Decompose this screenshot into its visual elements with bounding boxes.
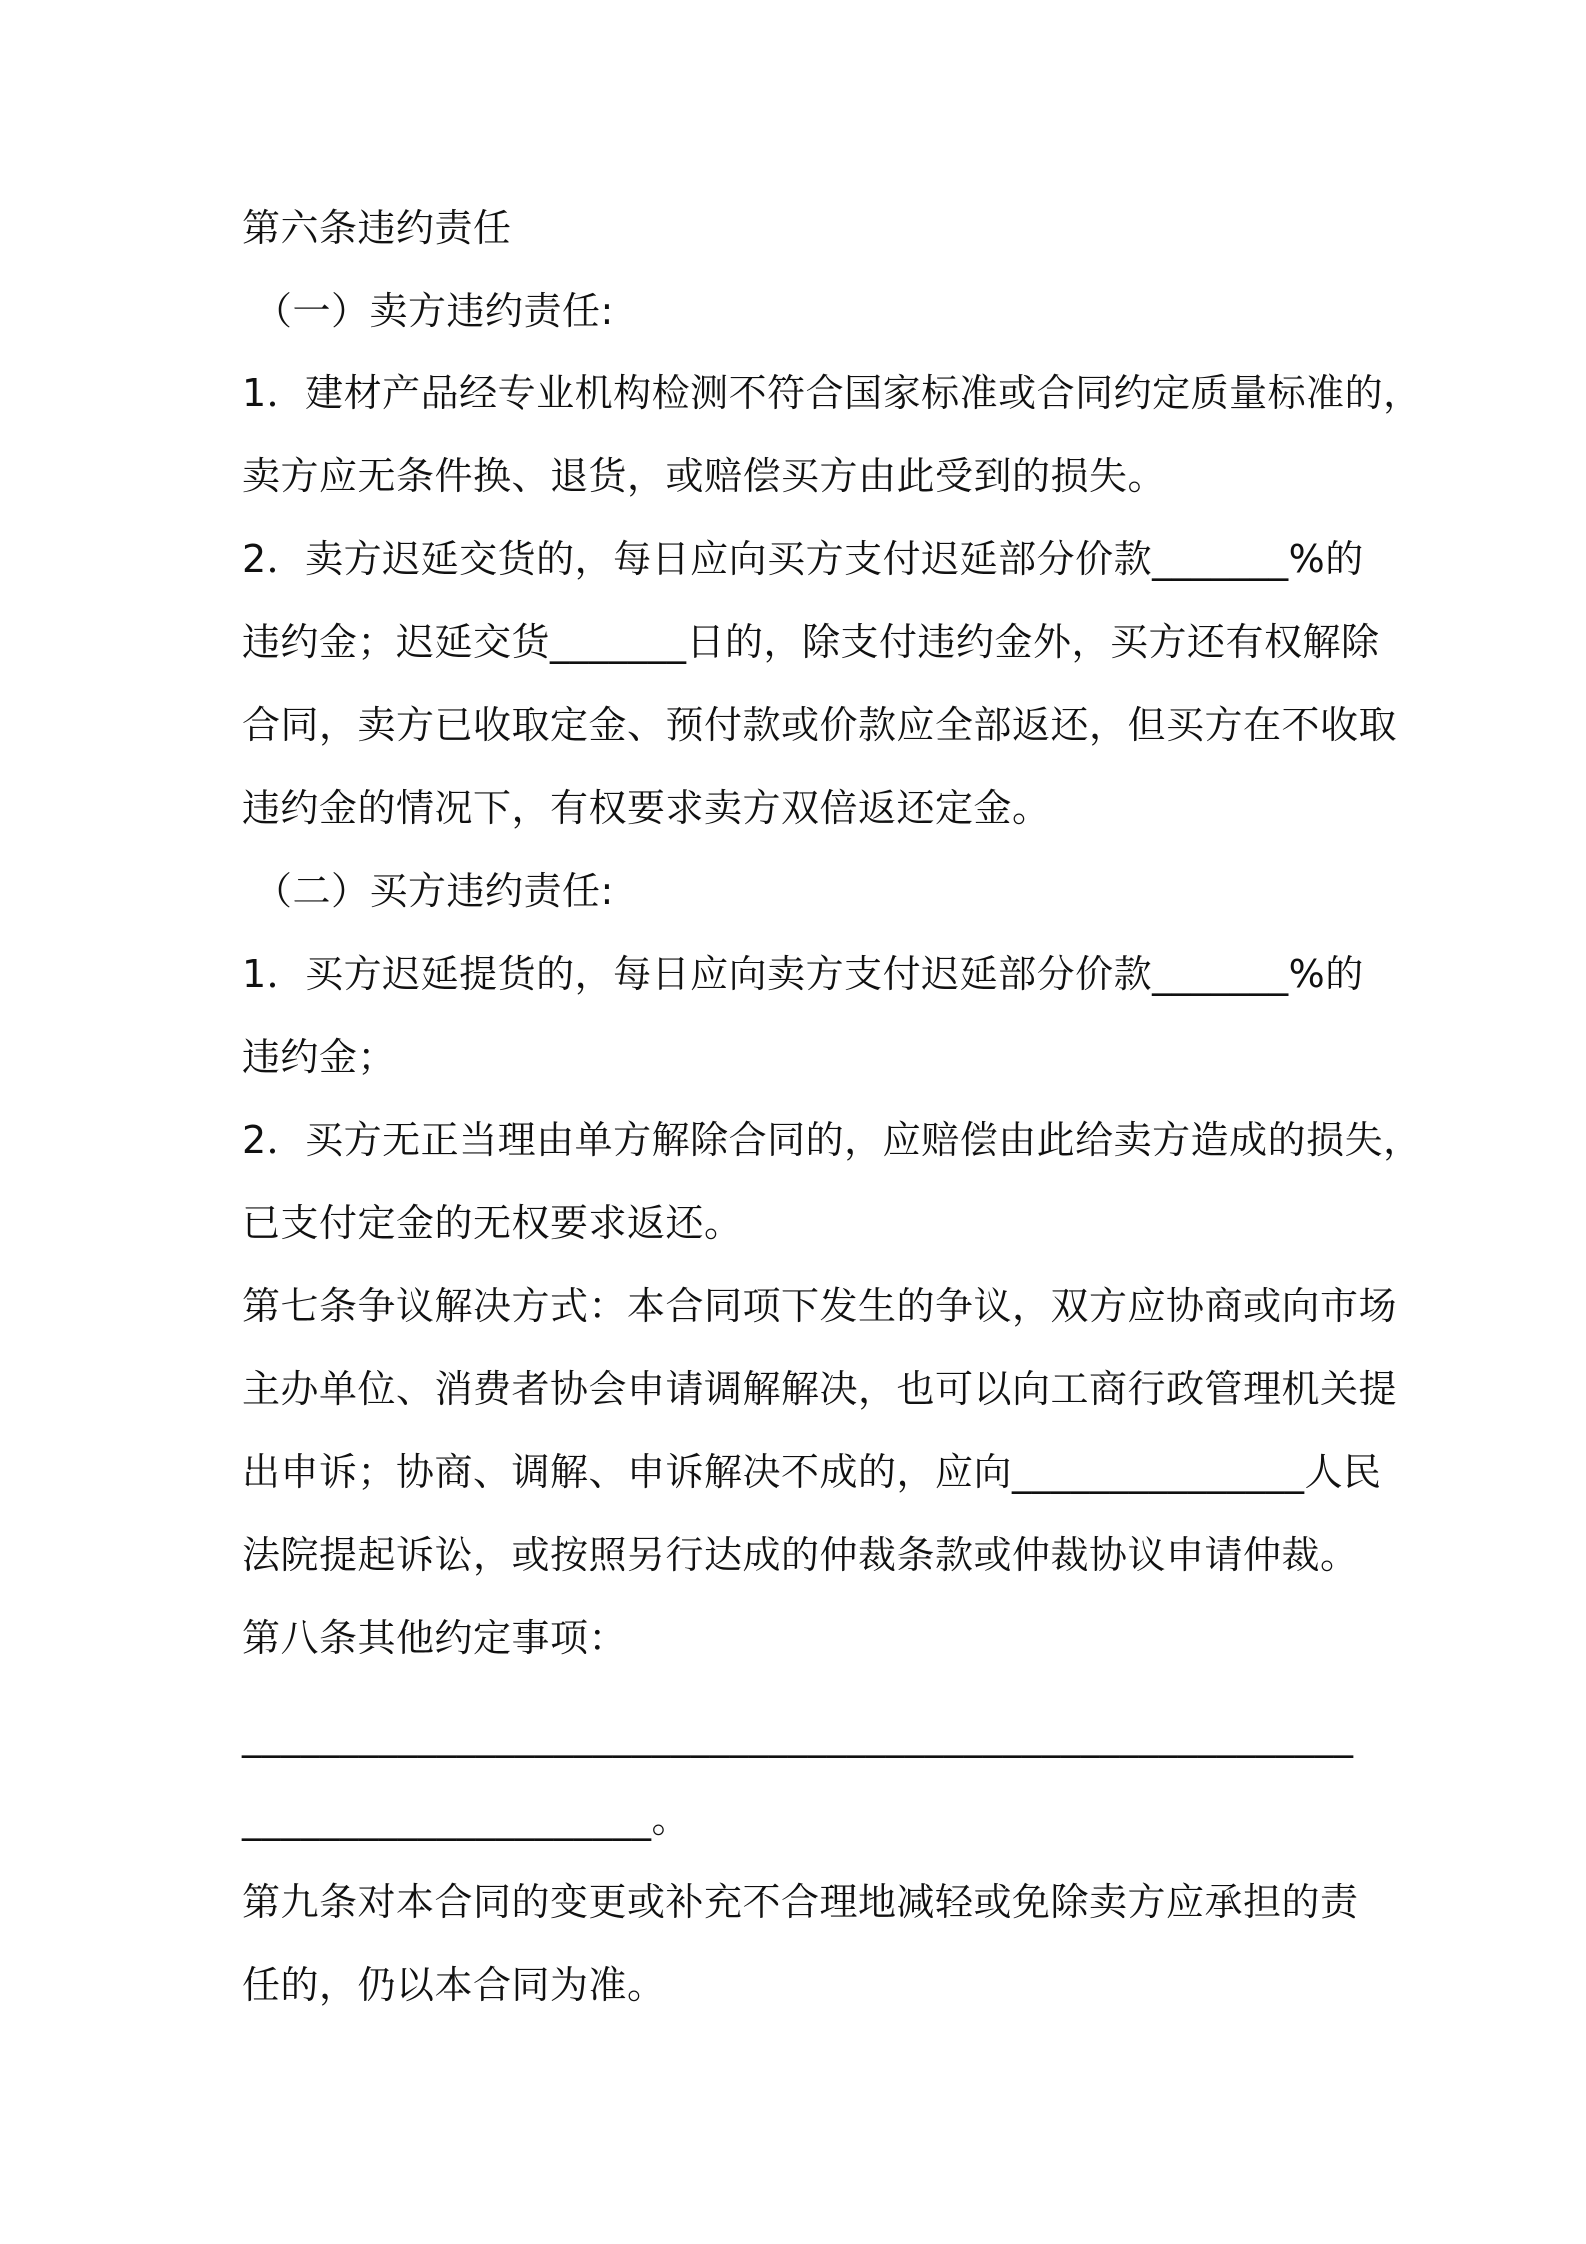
- paragraph-line: 违约金的情况下，有权要求卖方双倍返还定金。: [242, 786, 1051, 830]
- paragraph-line: 2．买方无正当理由单方解除合同的，应赔偿由此给卖方造成的损失，: [242, 1118, 1422, 1162]
- article-7-line: 第七条争议解决方式：本合同项下发生的争议，双方应协商或向市场: [242, 1284, 1398, 1328]
- article-6-heading: 第六条违约责任: [242, 206, 512, 250]
- section-seller-liability-heading: （一）卖方违约责任:: [254, 289, 614, 333]
- paragraph-line: 违约金；迟延交货_______日的，除支付违约金外，买方还有权解除: [242, 620, 1380, 664]
- blank-fill-line: _____________________。: [242, 1797, 691, 1841]
- blank-fill-line: _________________________________________________________: [242, 1714, 1354, 1758]
- paragraph-line: 卖方应无条件换、退货，或赔偿买方由此受到的损失。: [242, 454, 1167, 498]
- paragraph-line: 2．卖方迟延交货的，每日应向买方支付迟延部分价款_______%的: [242, 537, 1364, 581]
- article-9-line: 第九条对本合同的变更或补充不合理地减轻或免除卖方应承担的责: [242, 1880, 1359, 1924]
- paragraph-line: 合同，卖方已收取定金、预付款或价款应全部返还，但买方在不收取: [242, 703, 1398, 747]
- paragraph-line: 1．买方迟延提货的，每日应向卖方支付迟延部分价款_______%的: [242, 952, 1364, 996]
- article-8-heading: 第八条其他约定事项：: [242, 1616, 628, 1660]
- paragraph-line: 已支付定金的无权要求返还。: [242, 1201, 743, 1245]
- paragraph-line: 出申诉；协商、调解、申诉解决不成的，应向_______________人民: [242, 1450, 1382, 1494]
- paragraph-line: 主办单位、消费者协会申请调解解决，也可以向工商行政管理机关提: [242, 1367, 1398, 1411]
- paragraph-line: 任的，仍以本合同为准。: [242, 1963, 666, 2007]
- paragraph-line: 违约金；: [242, 1035, 397, 1079]
- paragraph-line: 1．建材产品经专业机构检测不符合国家标准或合同约定质量标准的，: [242, 371, 1422, 415]
- section-buyer-liability-heading: （二）买方违约责任:: [254, 869, 614, 913]
- paragraph-line: 法院提起诉讼，或按照另行达成的仲裁条款或仲裁协议申请仲裁。: [242, 1533, 1359, 1577]
